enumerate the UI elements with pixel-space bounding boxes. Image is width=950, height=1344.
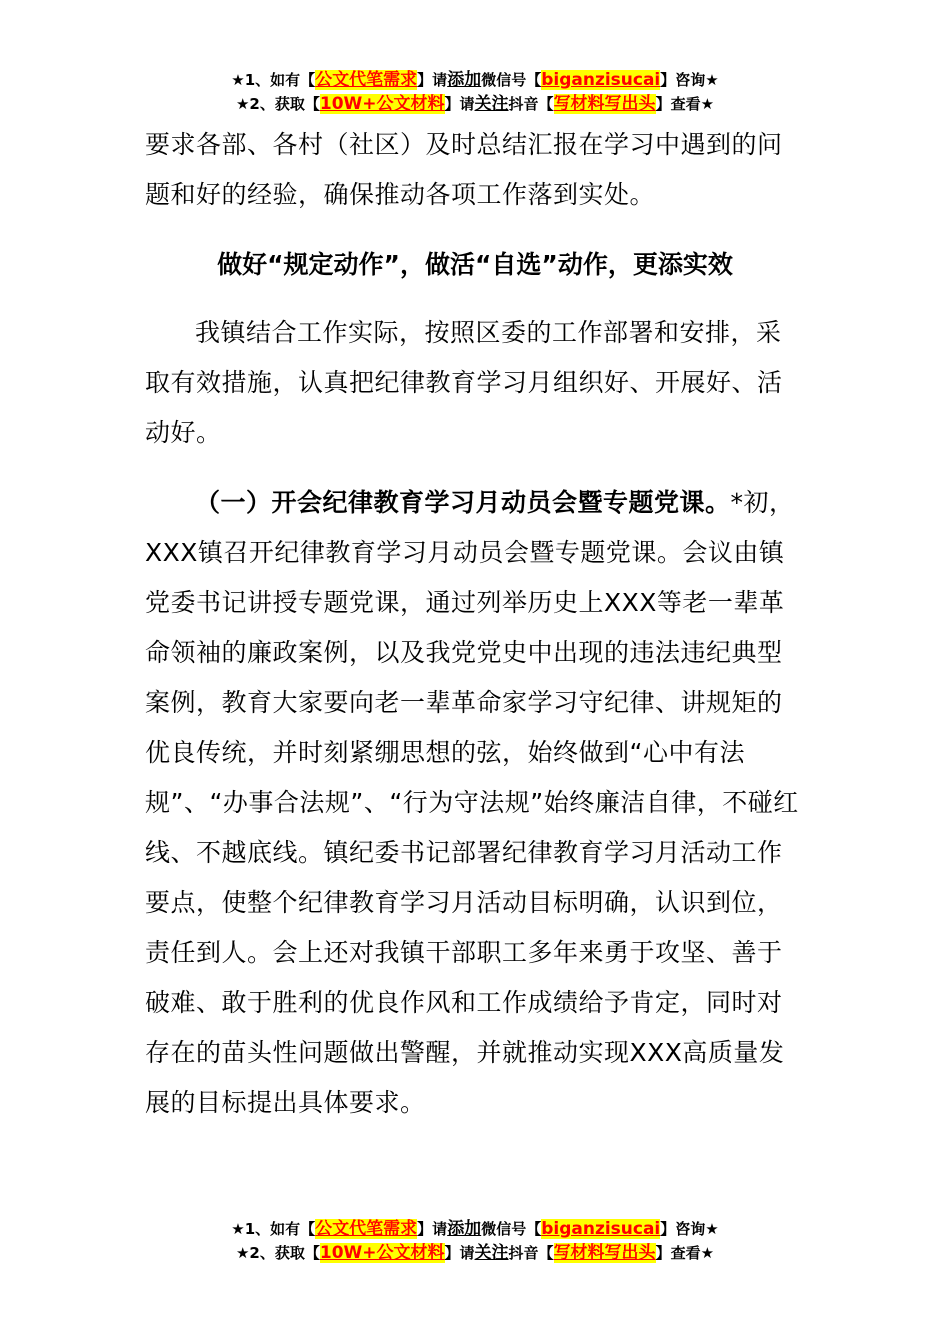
- banner-text: 】请: [417, 71, 448, 89]
- paragraph-2: [145, 308, 805, 458]
- banner-text: 】咨询★: [660, 1220, 719, 1238]
- highlight-materials: 10W+公文材料: [319, 1243, 445, 1263]
- paragraph-3: [145, 478, 805, 1128]
- banner-text: 】查看★: [655, 95, 715, 113]
- highlight-ghostwriting: 公文代笔需求: [315, 70, 418, 90]
- header-banner: [0, 68, 950, 116]
- banner-text: ★2、获取【: [235, 95, 320, 113]
- banner-text: ★1、如有【: [231, 1220, 316, 1238]
- paragraph-text: 我镇结合工作实际，按照区委的工作部署和安排，采取有效措施，认真把纪律教育学习月组织好、开展好、活动好。: [145, 318, 783, 447]
- banner-text: 】请: [444, 95, 475, 113]
- highlight-ghostwriting: 公文代笔需求: [315, 1219, 418, 1239]
- section-heading: [0, 245, 950, 285]
- banner-line-1: [0, 1217, 950, 1241]
- banner-text: 微信号【: [481, 71, 542, 89]
- banner-underline-text: 关注: [474, 1243, 509, 1263]
- highlight-douyin: 写材料写出头: [553, 1243, 656, 1263]
- banner-line-2: [0, 92, 950, 116]
- paragraph-body: *初，XXX镇召开纪律教育学习月动员会暨专题党课。会议由镇党委书记讲授专题党课，通过列举历史上XXX等老一辈革命领袖的廉政案例，以及我党党史中出现的违法违纪典型案例，教育大家要向老一辈革命家学习守纪律、讲规矩的优良传统，并时刻紧绷思想的弦，始终做到“心中有法规”、“办事合法规”、“行为守法规”始终廉洁自律，不碰红线、不越底线。镇纪委书记部署纪律教育学习月活动工作要点，使整个纪律教育学习月活动目标明确，认识到位，责任到人。会上还对我镇干部职工多年来勇于攻坚、善于破难、敢于胜利的优良作风和工作成绩给予肯定，同时对存在的苗头性问题做出警醒，并就推动实现XXX高质量发展的目标提出具体要求。: [145, 488, 799, 1117]
- banner-text: ★1、如有【: [231, 71, 316, 89]
- banner-text: 】咨询★: [660, 71, 719, 89]
- banner-text: 】请: [417, 1220, 448, 1238]
- heading-text: 做好“规定动作”，做活“自选”动作，更添实效: [217, 250, 733, 279]
- paragraph-top: [145, 120, 805, 220]
- highlight-wechat-id: biganzisucai: [541, 1219, 661, 1239]
- banner-underline-text: 添加: [447, 1219, 482, 1239]
- banner-text: ★2、获取【: [235, 1244, 320, 1262]
- banner-line-1: [0, 68, 950, 92]
- highlight-wechat-id: biganzisucai: [541, 70, 661, 90]
- subsection-title: （一）开会纪律教育学习月动员会暨专题党课。: [195, 488, 731, 517]
- highlight-materials: 10W+公文材料: [319, 94, 445, 114]
- banner-text: 】请: [444, 1244, 475, 1262]
- banner-line-2: [0, 1241, 950, 1265]
- paragraph-text: [145, 478, 805, 1128]
- banner-underline-text: 关注: [474, 94, 509, 114]
- banner-text: 抖音【: [508, 1244, 554, 1262]
- banner-underline-text: 添加: [447, 70, 482, 90]
- footer-banner: [0, 1217, 950, 1265]
- banner-text: 微信号【: [481, 1220, 542, 1238]
- highlight-douyin: 写材料写出头: [553, 94, 656, 114]
- banner-text: 】查看★: [655, 1244, 715, 1262]
- banner-text: 抖音【: [508, 95, 554, 113]
- paragraph-text: 要求各部、各村（社区）及时总结汇报在学习中遇到的问题和好的经验，确保推动各项工作落到实处。: [145, 130, 783, 209]
